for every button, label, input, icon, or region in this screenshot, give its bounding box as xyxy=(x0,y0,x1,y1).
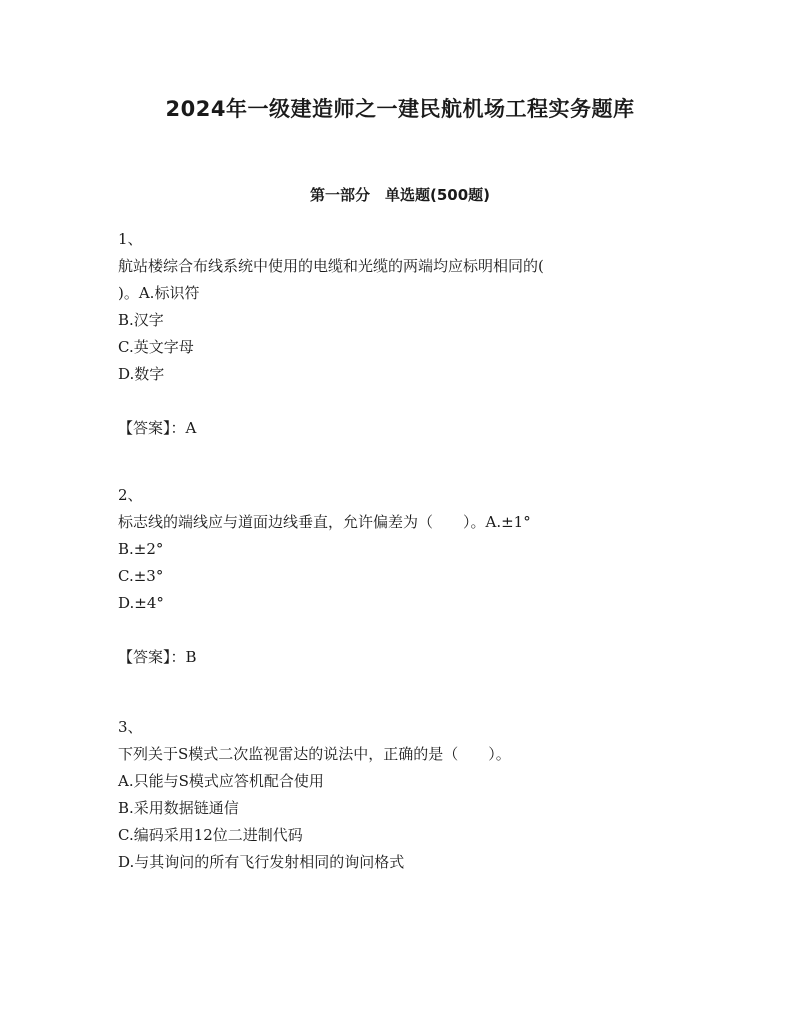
option-b: B.±2° xyxy=(118,540,164,558)
option-c: C.编码采用12位二进制代码 xyxy=(118,826,303,844)
question-number: 1、 xyxy=(118,230,143,248)
document-title: 2024年一级建造师之一建民航机场工程实务题库 xyxy=(165,97,635,121)
section-title: 第一部分 单选题(500题) xyxy=(309,186,491,204)
option-a: A.只能与S模式应答机配合使用 xyxy=(118,772,324,790)
question-1 xyxy=(118,226,678,442)
question-number: 3、 xyxy=(118,718,143,736)
option-d: D.±4° xyxy=(118,594,164,612)
question-stem: 下列关于S模式二次监视雷达的说法中，正确的是（ ）。 xyxy=(118,745,511,763)
option-b: B.采用数据链通信 xyxy=(118,799,239,817)
question-stem: 标志线的端线应与道面边线垂直，允许偏差为（ ）。A.±1° xyxy=(118,513,531,531)
question-number: 2、 xyxy=(118,486,143,504)
option-d: D.数字 xyxy=(118,365,165,383)
option-b: B.汉字 xyxy=(118,311,164,329)
question-stem: 航站楼综合布线系统中使用的电缆和光缆的两端均应标明相同的( xyxy=(118,257,544,275)
question-stem-continued: )。A.标识符 xyxy=(118,284,200,302)
answer-text: 【答案】：B xyxy=(118,648,197,666)
question-2 xyxy=(118,482,678,671)
answer-text: 【答案】：A xyxy=(118,419,197,437)
question-3 xyxy=(118,714,678,876)
option-c: C.±3° xyxy=(118,567,164,585)
option-d: D.与其询问的所有飞行发射相同的询问格式 xyxy=(118,853,405,871)
option-c: C.英文字母 xyxy=(118,338,194,356)
